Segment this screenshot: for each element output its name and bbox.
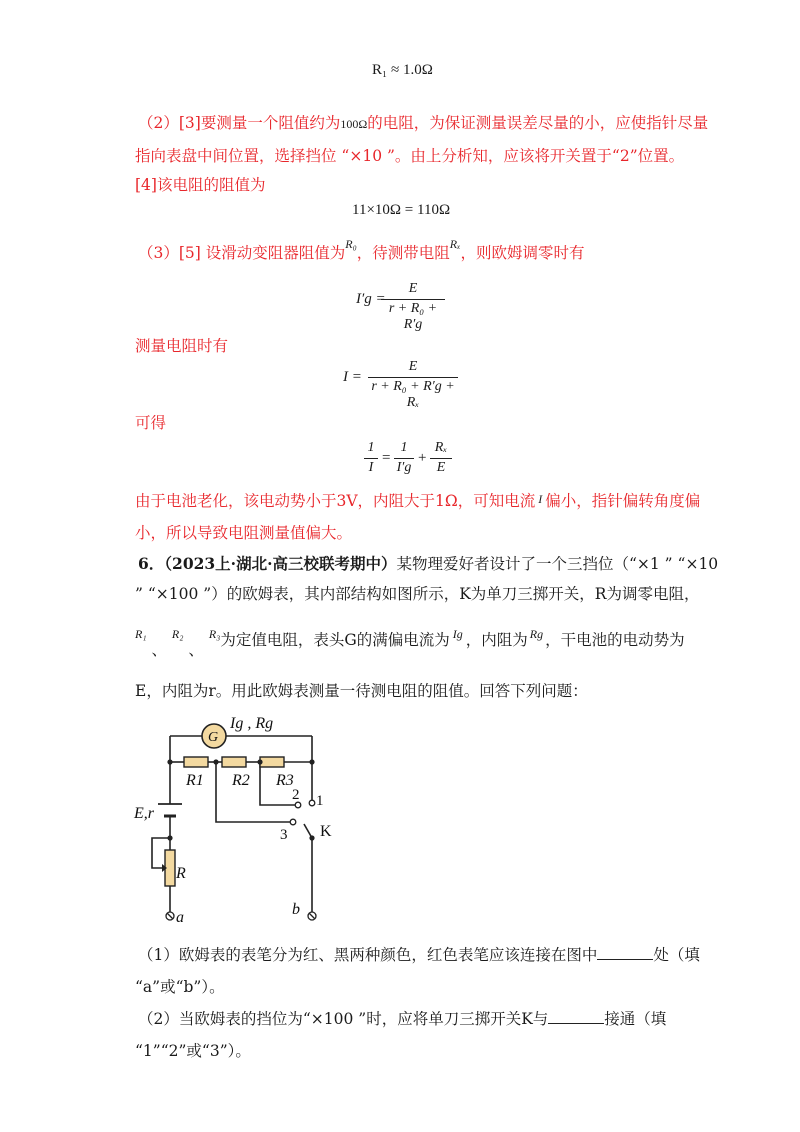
symbol-rg: Rg	[529, 627, 544, 641]
numerator: 1	[400, 440, 408, 455]
text: ，则欧姆调零时有	[460, 244, 585, 262]
terminal-1-icon	[309, 800, 315, 806]
equation1-fraction	[381, 281, 445, 333]
equation2-lhs: I =	[343, 369, 362, 385]
paragraph-part2-line2: 指向表盘中间位置，选择挡位 “×10 ”。由上分析知，应该将开关置于“2”位置。	[135, 147, 685, 165]
numerator: 1	[367, 440, 375, 455]
label-g: G	[208, 730, 219, 745]
text: 为定值电阻，表头G的满偏电流为	[220, 631, 450, 649]
symbol-r2: R₂	[171, 627, 184, 641]
text: 偏小，指针偏转角度偏	[545, 492, 701, 510]
subquestion2-line2: “1”“2”或“3”）。	[135, 1042, 251, 1060]
equation3-fraction-c	[430, 440, 452, 476]
subquestion1-line1	[138, 945, 700, 965]
answer-blank-1[interactable]	[597, 945, 653, 960]
fraction-bar	[381, 299, 445, 300]
text: 由于电池老化，该电动势小于3V，内阻大于1Ω，可知电流	[135, 492, 536, 510]
text: ，待测带电阻	[356, 244, 450, 262]
equation3-fraction-b	[394, 440, 414, 476]
text: （1）欧姆表的表笔分为红、黑两种颜色，红色表笔应该连接在图中	[138, 946, 598, 964]
paragraph-part2-line1	[138, 113, 708, 134]
symbol-ig: Ig	[452, 627, 463, 641]
text: ，干电池的电动势为	[545, 631, 685, 649]
question6-line2: ” “×100 ”）的欧姆表，其内部结构如图所示，K为单刀三掷开关，R为调零电阻，	[135, 585, 700, 603]
text: （2）[3]要测量一个阻值约为	[138, 114, 341, 132]
symbol-r0: R₀	[345, 237, 357, 251]
plus-sign: +	[418, 450, 427, 466]
question-number: 6．	[138, 554, 165, 573]
answer-blank-2[interactable]	[548, 1009, 604, 1024]
denominator: I	[368, 460, 374, 475]
fraction-bar	[394, 458, 414, 459]
resistor-r3-icon	[260, 757, 284, 767]
symbol-rx: Rₓ	[449, 237, 461, 251]
paragraph-get: 可得	[135, 414, 167, 432]
fraction-bar	[430, 458, 452, 459]
question-source: （2023上·湖北·高三校联考期中）	[164, 554, 397, 573]
fraction-bar	[368, 377, 458, 378]
paragraph-part3	[138, 237, 585, 264]
separator: 、	[188, 641, 204, 659]
label-terminal-3: 3	[280, 827, 288, 843]
label-er: E,r	[134, 805, 154, 822]
paragraph-part2-line3: [4]该电阻的阻值为	[135, 176, 266, 194]
label-r: R	[176, 865, 186, 882]
denominator: r + R₀ + R′g	[388, 301, 438, 332]
equation-resistance: 11×10Ω = 110Ω	[352, 202, 451, 218]
resistor-r2-icon	[222, 757, 246, 767]
symbol-r1: R₁	[135, 627, 147, 641]
text: （2）当欧姆表的挡位为“×100 ”时，应将单刀三掷开关K与	[138, 1010, 549, 1028]
numerator: Rₓ	[434, 440, 448, 455]
label-b: b	[292, 901, 300, 918]
denominator: E	[436, 460, 446, 475]
equation2-fraction	[368, 359, 458, 411]
text: 处（填	[653, 946, 700, 964]
paragraph-conclusion-line1	[135, 491, 700, 512]
fraction-bar	[364, 458, 378, 459]
equation-r1: R₁ ≈ 1.0Ω	[372, 62, 433, 78]
battery-icon	[158, 804, 182, 816]
denominator: r + R₀ + R′g + Rₓ	[371, 379, 455, 410]
text: 接通（填	[604, 1010, 667, 1028]
resistance-value: 100Ω	[340, 117, 368, 131]
terminal-3-icon	[290, 819, 296, 825]
label-a: a	[176, 909, 184, 926]
equals-sign: =	[382, 450, 391, 466]
label-k: K	[320, 823, 332, 840]
label-terminal-2: 2	[292, 787, 300, 803]
subquestion2-line1	[138, 1009, 666, 1029]
symbol-r3: R₃	[208, 627, 221, 641]
question6-line1	[138, 554, 718, 574]
question6-line3	[135, 627, 685, 659]
circuit-diagram	[134, 712, 340, 927]
paragraph-conclusion-line2: 小，所以导致电阻测量值偏大。	[135, 524, 353, 542]
equation1-lhs: I′g =	[356, 291, 386, 307]
text: ，内阻为	[465, 631, 528, 649]
subquestion1-line2: “a”或“b”）。	[135, 978, 225, 996]
paragraph-measure: 测量电阻时有	[135, 337, 229, 355]
denominator: I′g	[396, 460, 412, 475]
numerator: E	[408, 281, 418, 296]
equation3-fraction-a	[364, 440, 378, 476]
label-r3: R3	[276, 772, 294, 789]
symbol-i: I	[538, 492, 543, 506]
label-ig-rg: Ig , Rg	[230, 715, 274, 732]
label-r2: R2	[232, 772, 250, 789]
separator: 、	[151, 641, 167, 659]
numerator: E	[408, 359, 418, 374]
label-terminal-1: 1	[316, 793, 324, 809]
question6-line4: E，内阻为r。用此欧姆表测量一待测电阻的阻值。回答下列问题：	[135, 682, 588, 700]
resistor-r1-icon	[184, 757, 208, 767]
text: （3）[5] 设滑动变阻器阻值为	[138, 244, 346, 262]
text: 某物理爱好者设计了一个三挡位（“×1 ” “×10	[396, 555, 719, 573]
terminal-2-icon	[295, 802, 301, 808]
label-r1: R1	[186, 772, 204, 789]
text: 的电阻，为保证测量误差尽量的小，应使指针尽量	[367, 114, 709, 132]
